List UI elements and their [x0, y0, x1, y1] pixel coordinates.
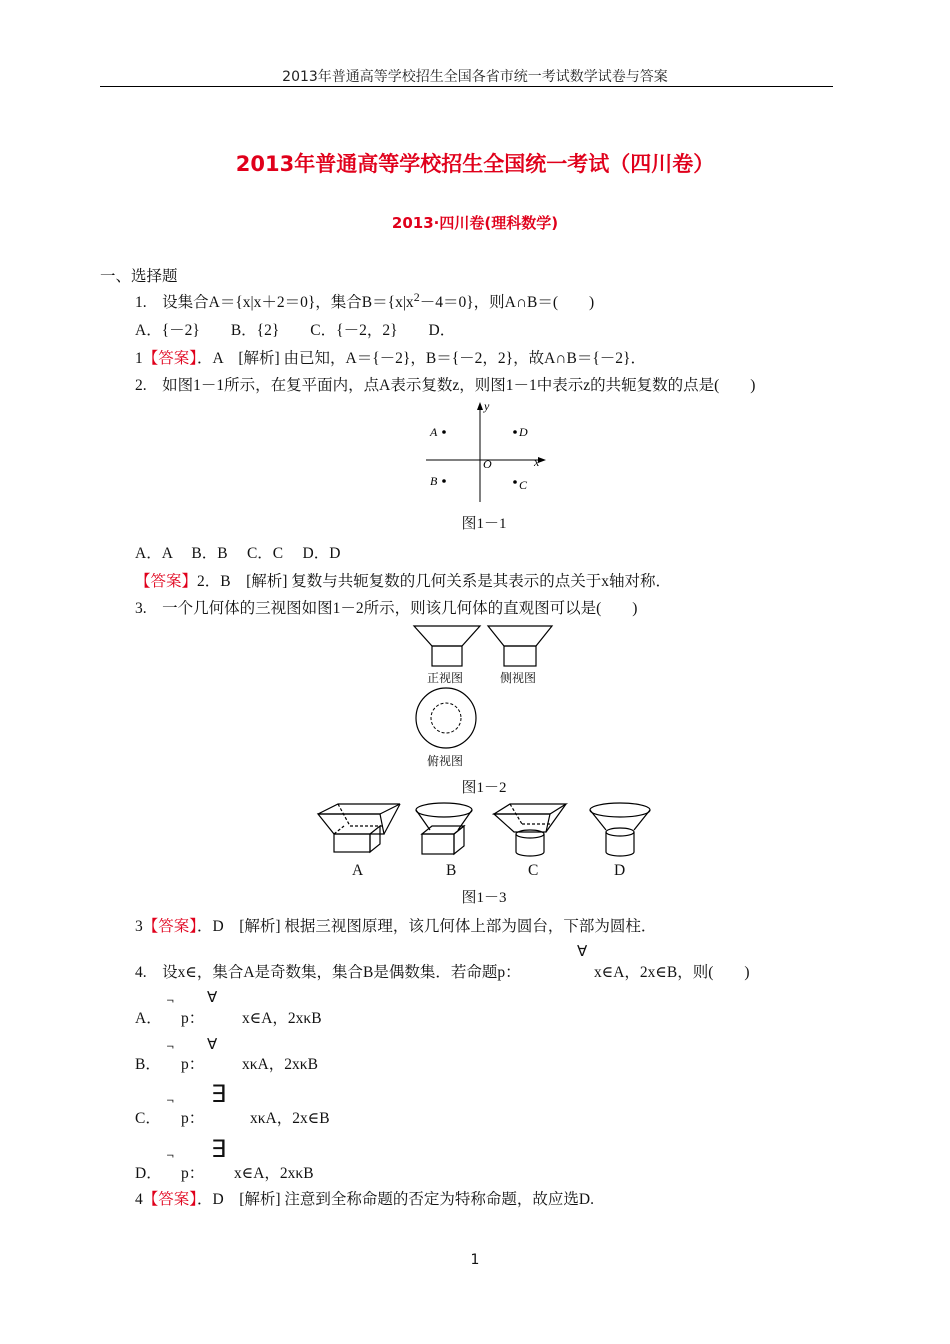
- forall-symbol: ∀: [207, 1035, 218, 1053]
- y-axis-label: y: [484, 399, 490, 413]
- q4-option-a-label: A．: [135, 1010, 162, 1027]
- choice-a-label: A: [352, 862, 364, 879]
- point-a: [442, 430, 446, 434]
- document-subtitle: 2013·四川卷(理科数学): [391, 214, 559, 232]
- solid-c: [494, 804, 566, 856]
- q4-stem: 4. 设x∈，集合A是奇数集，集合B是偶数集．若命题p：: [135, 964, 521, 981]
- point-b: [442, 479, 446, 483]
- forall-symbol: ∀: [207, 988, 218, 1006]
- q4-answer: 4【答案】．D [解析] 注意到全称命题的否定为特称命题，故应选D.: [135, 1191, 594, 1208]
- q4-option-d-p: p：: [181, 1165, 205, 1182]
- q4-stem-tail: x∈A，2x∈B，则( ): [594, 964, 750, 981]
- q4-option-c-label: C．: [135, 1110, 161, 1127]
- negation-symbol: ¬: [166, 1096, 175, 1107]
- negation-symbol: ¬: [166, 1042, 175, 1053]
- top-view-label: 俯视图: [427, 754, 464, 768]
- side-view-frustum: [488, 626, 552, 646]
- q1-answer: 1【答案】．A [解析] 由已知，A＝{－2}，B＝{－2，2}，故A∩B＝{－2}．: [135, 350, 646, 367]
- q3-answer: 3【答案】．D [解析] 根据三视图原理，该几何体上部为圆台，下部为圆柱．: [135, 918, 657, 935]
- header-rule: [100, 86, 833, 87]
- solid-a: [318, 804, 400, 852]
- q4-option-d-label: D．: [135, 1165, 162, 1182]
- top-view-inner-circle: [431, 703, 461, 733]
- running-header: 2013年普通高等学校招生全国各省市统一考试数学试卷与答案: [282, 69, 668, 85]
- choice-b-label: B: [446, 862, 457, 879]
- figure-1-1-complex-plane: [420, 398, 550, 508]
- q4-option-b-label: B．: [135, 1056, 161, 1073]
- top-view-outer-circle: [416, 688, 476, 748]
- q2-options: A．A B．B C．C D．D: [135, 545, 341, 562]
- q4-option-c-p: p：: [181, 1110, 205, 1127]
- point-a-label: A: [430, 425, 438, 439]
- point-c-label: C: [519, 478, 528, 492]
- exists-symbol: ∃: [211, 1080, 227, 1108]
- q4-option-b-text: xκA，2xκB: [242, 1056, 318, 1073]
- point-d-label: D: [519, 425, 528, 439]
- side-view-label: 侧视图: [500, 671, 537, 685]
- q1-options: A．{－2} B．{2} C．{－2，2} D．: [135, 322, 456, 339]
- q4-option-a-p: p：: [181, 1010, 205, 1027]
- solid-b: [416, 803, 472, 854]
- figure-1-3-solids: [310, 800, 660, 862]
- document-title: 2013年普通高等学校招生全国统一考试（四川卷）: [235, 152, 715, 176]
- side-view-cylinder: [504, 646, 536, 666]
- front-view-frustum: [414, 626, 480, 646]
- figure-1-1-caption: 图1－1: [461, 516, 507, 532]
- q2-answer: 【答案】2．B [解析] 复数与共轭复数的几何关系是其表示的点关于x轴对称．: [135, 573, 672, 590]
- origin-label: O: [483, 457, 492, 471]
- q1-stem: 1. 设集合A＝{x|x＋2＝0}，集合$B=\{x|x^2-4=0\}$，则A∩B＝( ): [135, 290, 595, 312]
- figure-1-2-caption: 图1－2: [461, 780, 507, 796]
- x-axis-label: x: [534, 455, 540, 469]
- exists-symbol: ∃: [211, 1135, 227, 1163]
- solid-d: [590, 803, 650, 856]
- q3-stem: 3. 一个几何体的三视图如图1－2所示，则该几何体的直观图可以是( ): [135, 600, 638, 617]
- figure-1-2-three-views: [410, 622, 560, 772]
- negation-symbol: ¬: [166, 1151, 175, 1162]
- front-view-label: 正视图: [427, 671, 464, 685]
- choice-c-label: C: [528, 862, 539, 879]
- q2-stem: 2. 如图1－1所示，在复平面内，点A表示复数z，则图1－1中表示z的共轭复数的点是( ): [135, 377, 756, 394]
- section-heading: 一、选择题: [100, 268, 178, 285]
- forall-symbol: ∀: [577, 942, 588, 960]
- choice-d-label: D: [614, 862, 626, 879]
- q4-option-a-text: x∈A，2xκB: [242, 1010, 322, 1027]
- point-d: [513, 430, 517, 434]
- point-b-label: B: [430, 474, 438, 488]
- q4-option-d-text: x∈A，2xκB: [234, 1165, 314, 1182]
- point-c: [513, 480, 517, 484]
- negation-symbol: ¬: [166, 996, 175, 1007]
- q4-option-b-p: p：: [181, 1056, 205, 1073]
- q4-option-c-text: xκA，2x∈B: [250, 1110, 330, 1127]
- page-number: 1: [470, 1252, 480, 1268]
- front-view-cylinder: [432, 646, 462, 666]
- figure-1-3-caption: 图1－3: [461, 890, 507, 906]
